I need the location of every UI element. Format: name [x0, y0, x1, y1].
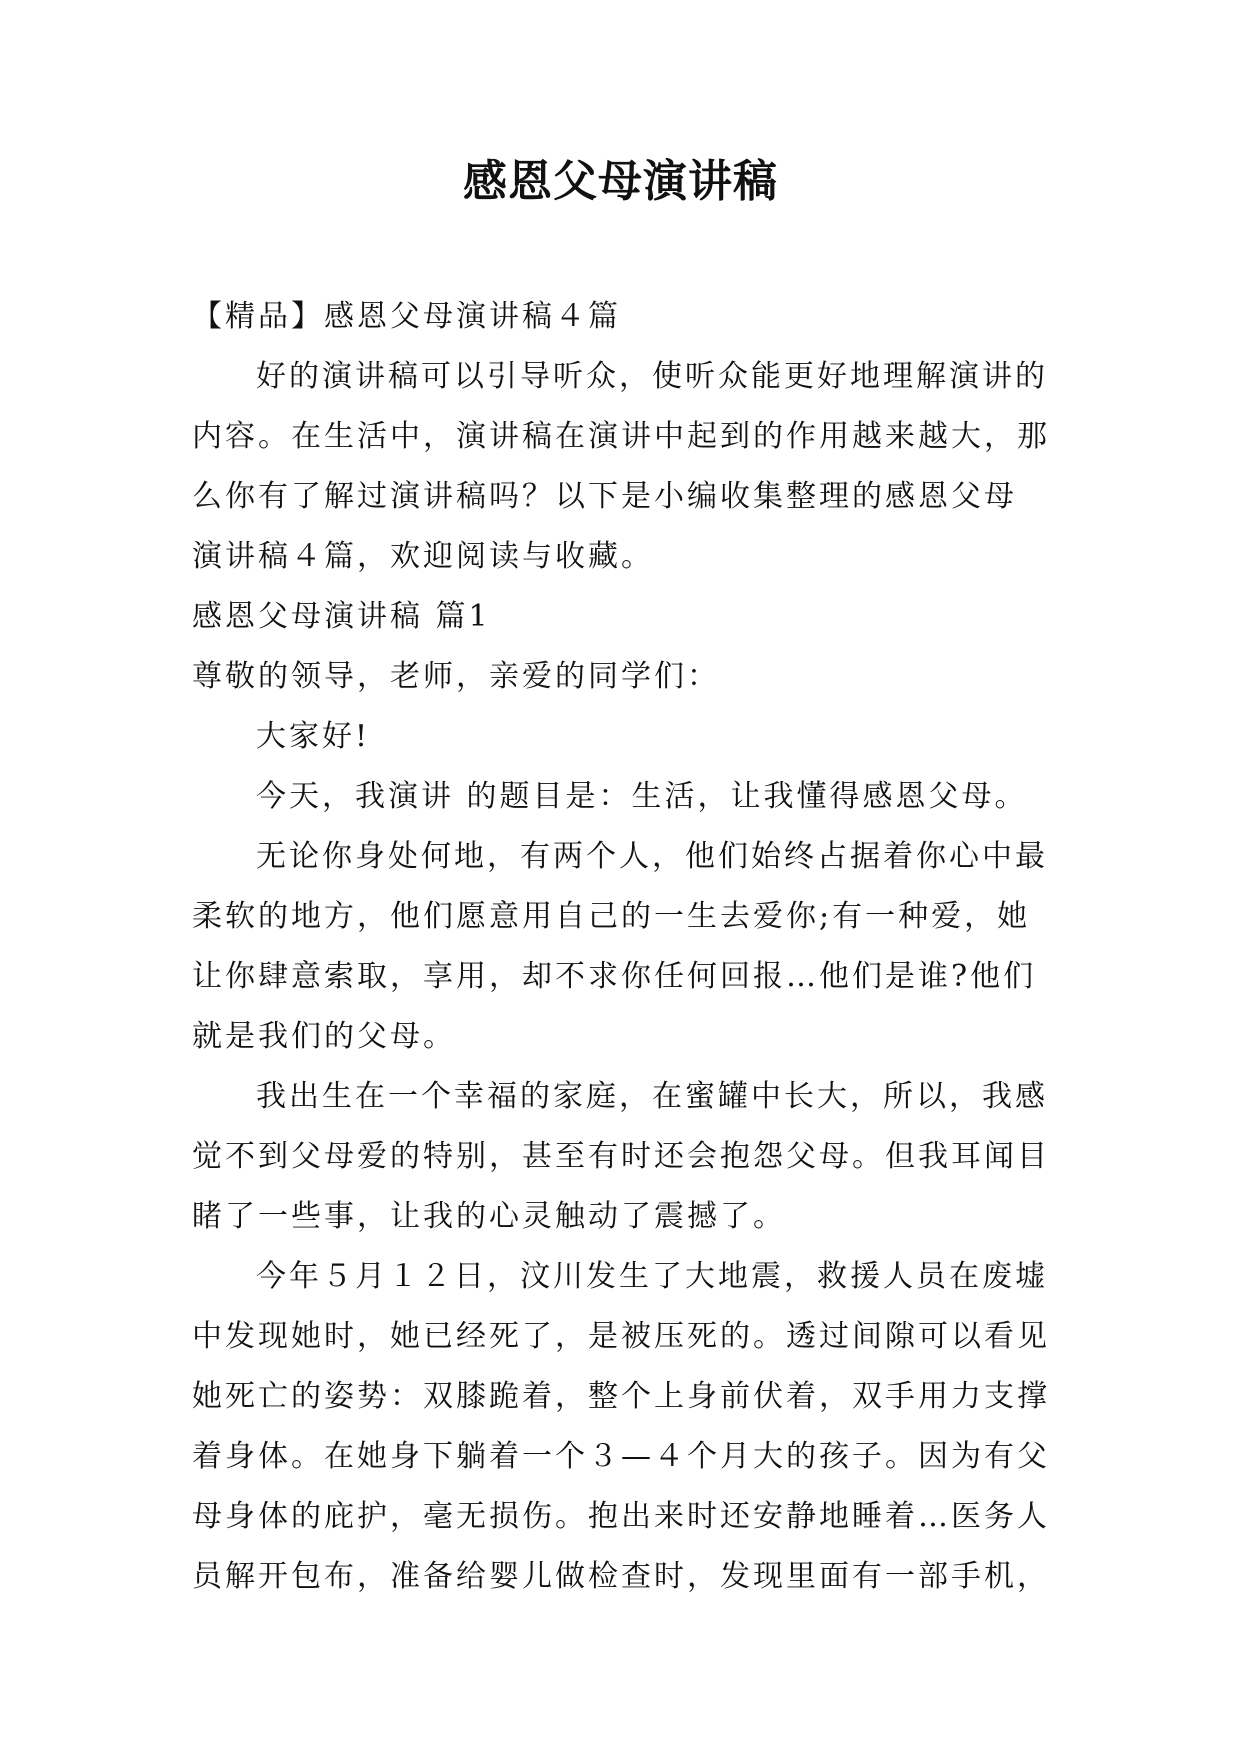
text-line: 【精品】感恩父母演讲稿４篇 [192, 299, 621, 334]
text-line: 大家好! [256, 719, 371, 754]
text-line: 柔软的地方，他们愿意用自己的一生去爱你;有一种爱，她 [192, 899, 1031, 934]
text-line: 演讲稿４篇，欢迎阅读与收藏。 [192, 539, 654, 574]
section-heading: 感恩父母演讲稿 篇1 [192, 599, 491, 634]
text-line: 无论你身处何地，有两个人，他们始终占据着你心中最 [256, 839, 1048, 874]
text-line: 今天，我演讲 的题目是：生活，让我懂得感恩父母。 [256, 779, 1028, 814]
text-line: 她死亡的姿势：双膝跪着，整个上身前伏着，双手用力支撑 [192, 1379, 1050, 1414]
text-line: 睹了一些事，让我的心灵触动了震撼了。 [192, 1199, 786, 1234]
text-line: 就是我们的父母。 [192, 1019, 456, 1054]
text-line: 内容。在生活中，演讲稿在演讲中起到的作用越来越大，那 [192, 419, 1050, 454]
text-line: 让你肆意索取，享用，却不求你任何回报…他们是谁?他们 [192, 959, 1037, 994]
text-line: 我出生在一个幸福的家庭，在蜜罐中长大，所以，我感 [256, 1079, 1048, 1114]
text-line: 觉不到父母爱的特别，甚至有时还会抱怨父母。但我耳闻目 [192, 1139, 1050, 1174]
document-body [192, 287, 1054, 1607]
document-title: 感恩父母演讲稿 [463, 156, 778, 207]
text-line: 么你有了解过演讲稿吗？以下是小编收集整理的感恩父母 [192, 479, 1017, 514]
text-line: 今年５月１２日，汶川发生了大地震，救援人员在废墟 [256, 1259, 1048, 1294]
text-line: 员解开包布，准备给婴儿做检查时，发现里面有一部手机， [192, 1559, 1050, 1594]
text-line: 中发现她时，她已经死了，是被压死的。透过间隙可以看见 [192, 1319, 1050, 1354]
text-line: 好的演讲稿可以引导听众，使听众能更好地理解演讲的 [256, 359, 1048, 394]
text-line: 着身体。在她身下躺着一个３—４个月大的孩子。因为有父 [192, 1439, 1050, 1474]
text-line: 母身体的庇护，毫无损伤。抱出来时还安静地睡着…医务人 [192, 1499, 1050, 1534]
text-line: 尊敬的领导，老师，亲爱的同学们： [192, 659, 720, 694]
